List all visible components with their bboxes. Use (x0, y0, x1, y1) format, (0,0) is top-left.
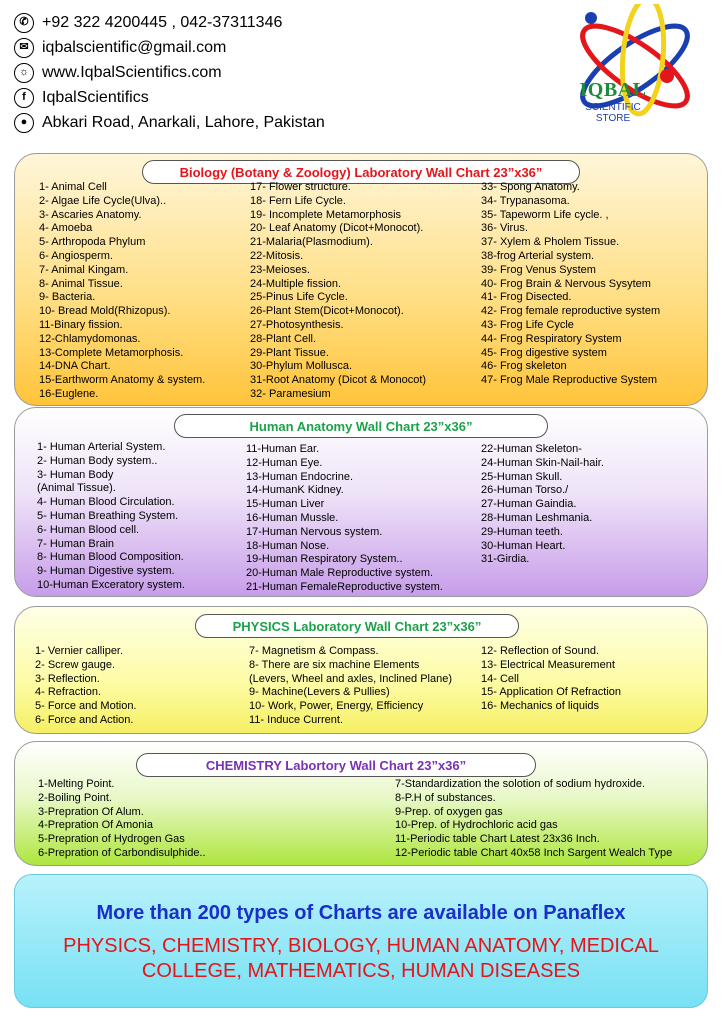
list-item: 41- Frog Disected. (481, 291, 572, 304)
list-item: 39- Frog Venus System (481, 263, 596, 276)
list-item: 14- Cell (481, 672, 519, 685)
footer-banner (14, 874, 708, 1008)
physics-section (14, 606, 708, 734)
chemistry-section (14, 741, 708, 866)
list-item: 4- Human Blood Circulation. (37, 496, 175, 509)
list-item: 6-Prepration of Carbondisulphide.. (38, 846, 206, 859)
list-item: 45- Frog digestive system (481, 346, 607, 359)
list-item: 1- Human Arterial System. (37, 441, 166, 453)
physics-col-1 (35, 645, 137, 728)
list-item: 12-Human Eye. (246, 456, 323, 469)
list-item: 10-Prep. of Hydrochloric acid gas (395, 819, 558, 832)
chemistry-title: CHEMISTRY Labortory Wall Chart 23”x36” (136, 753, 536, 777)
list-item: 9- Machine(Levers & Pullies) (249, 686, 390, 699)
list-item: 8- Human Blood Composition. (37, 551, 184, 564)
list-item: 7-Standardization the solotion of sodium hydroxide. (395, 778, 646, 790)
list-item: 7- Human Brain (37, 537, 115, 550)
list-item: 40- Frog Brain & Nervous Sysytem (481, 277, 651, 290)
human-anatomy-section (14, 407, 708, 597)
list-item: 2- Algae Life Cycle(Ulva).. (39, 194, 167, 207)
logo-name: IQBAL (579, 79, 647, 101)
list-item: 4- Amoeba (39, 222, 93, 235)
list-item: 9- Bacteria. (39, 291, 96, 304)
list-item: 42- Frog female reproductive system (481, 305, 661, 318)
list-item: 6- Force and Action. (35, 713, 134, 726)
list-item: 5-Prepration of Hydrogen Gas (38, 833, 185, 846)
contact-address-row (14, 110, 325, 135)
phone-icon: ✆ (14, 13, 34, 33)
list-item: 7- Magnetism & Compass. (249, 645, 379, 657)
list-item: 10- Bread Mold(Rhizopus). (39, 305, 171, 318)
list-item: 13-Complete Metamorphosis. (39, 346, 184, 359)
list-item: 14-HumanK Kidney. (246, 484, 344, 497)
biology-col-3 (481, 181, 660, 388)
list-item: 17-Human Nervous system. (246, 525, 383, 538)
list-item: 11- Induce Current. (249, 713, 343, 726)
list-item: 5- Arthropoda Phylum (39, 236, 146, 249)
facebook-icon: f (14, 88, 34, 108)
human-col-2 (246, 443, 443, 595)
list-item: 2- Human Body system.. (37, 454, 158, 467)
list-item: 2- Screw gauge. (35, 658, 116, 671)
list-item: 32- Paramesium (250, 387, 331, 400)
list-item: 15- Application Of Refraction (481, 686, 622, 699)
list-item: 8- Animal Tissue. (39, 277, 123, 290)
list-item: 5- Force and Motion. (35, 700, 137, 713)
list-item: 31-Girdia. (481, 553, 530, 566)
logo-line1: SCIENTIFIC (585, 102, 641, 113)
list-item: 33- Spong Anatomy. (481, 181, 580, 193)
list-item: 20-Human Male Reproductive system. (246, 567, 434, 580)
list-item: 44- Frog Respiratory System (481, 332, 622, 345)
contact-website[interactable]: www.IqbalScientifics.com (42, 63, 222, 81)
contact-phone-row (14, 10, 325, 35)
contact-email[interactable]: iqbalscientific@gmail.com (42, 38, 227, 56)
chemistry-col-1 (38, 778, 206, 861)
list-item: 16-Human Mussle. (246, 511, 339, 524)
list-item: 7- Animal Kingam. (39, 263, 129, 276)
list-item: 4- Refraction. (35, 686, 102, 699)
physics-title: PHYSICS Laboratory Wall Chart 23”x36” (195, 614, 519, 638)
list-item: 43- Frog Life Cycle (481, 318, 574, 331)
list-item: 29-Human teeth. (481, 525, 563, 538)
list-item: 12- Reflection of Sound. (481, 645, 600, 657)
list-item: 14-DNA Chart. (39, 360, 111, 373)
logo-line2: STORE (595, 113, 631, 124)
chemistry-col-2 (395, 778, 672, 861)
list-item: 38-frog Arterial system. (481, 249, 595, 262)
list-item: 46- Frog skeleton (481, 360, 567, 373)
list-item: 10- Work, Power, Energy, Efficiency (249, 700, 424, 713)
human-anatomy-title: Human Anatomy Wall Chart 23”x36” (174, 414, 548, 438)
list-item: 11-Binary fission. (39, 318, 123, 331)
list-item: 23-Meioses. (250, 263, 310, 276)
list-item: 28-Human Leshmania. (481, 511, 593, 524)
list-item: 27-Human Gaindia. (481, 498, 577, 511)
list-item: 25-Human Skull. (481, 470, 563, 483)
list-item: 21-Malaria(Plasmodium). (250, 236, 373, 249)
list-item: 6- Human Blood cell. (37, 523, 140, 536)
list-item: 9-Prep. of oxygen gas (395, 805, 503, 818)
list-item: 17- Flower structure. (250, 181, 351, 193)
list-item: 21-Human FemaleReproductive system. (246, 580, 443, 593)
physics-col-2 (249, 645, 452, 728)
list-item: 24-Multiple fission. (250, 277, 342, 290)
contact-info (14, 10, 325, 135)
list-item: 2-Boiling Point. (38, 791, 112, 804)
list-item: 22-Mitosis. (250, 249, 304, 262)
biology-section (14, 153, 708, 406)
list-item: 4-Prepration Of Amonia (38, 819, 153, 832)
globe-icon: ☼ (14, 63, 34, 83)
list-item: (Animal Tissue). (37, 482, 116, 495)
list-item: 12-Chlamydomonas. (39, 332, 141, 345)
human-col-3 (481, 443, 604, 567)
list-item: 24-Human Skin-Nail-hair. (481, 456, 604, 469)
biology-col-1 (39, 181, 205, 402)
contact-facebook[interactable]: IqbalScientifics (42, 88, 149, 106)
list-item: 20- Leaf Anatomy (Dicot+Monocot). (250, 222, 424, 235)
list-item: 1-Melting Point. (38, 778, 115, 790)
contact-phone: +92 322 4200445 , 042-37311346 (42, 13, 283, 31)
list-item: 36- Virus. (481, 222, 528, 235)
list-item: 16- Mechanics of liquids (481, 700, 600, 713)
biology-title: Biology (Botany & Zoology) Laboratory Wall Chart 23”x36” (142, 160, 580, 184)
list-item: 8- There are six machine Elements (249, 658, 420, 671)
contact-email-row (14, 35, 325, 60)
logo-text (563, 79, 663, 124)
list-item: 3-Prepration Of Alum. (38, 805, 144, 818)
contact-address: Abkari Road, Anarkali, Lahore, Pakistan (42, 113, 325, 131)
list-item: 3- Ascaries Anatomy. (39, 208, 142, 221)
list-item: 6- Angiosperm. (39, 249, 113, 262)
footer-categories: PHYSICS, CHEMISTRY, BIOLOGY, HUMAN ANATOMY, MEDICAL COLLEGE, MATHEMATICS, HUMAN DISEASES (63, 935, 659, 982)
list-item: 9- Human Digestive system. (37, 565, 175, 578)
list-item: 28-Plant Cell. (250, 332, 317, 345)
list-item: 29-Plant Tissue. (250, 346, 329, 359)
list-item: 5- Human Breathing System. (37, 509, 179, 522)
list-item: 31-Root Anatomy (Dicot & Monocot) (250, 374, 427, 387)
list-item: 18-Human Nose. (246, 539, 330, 552)
list-item: 12-Periodic table Chart 40x58 Inch Sargent Wealch Type (395, 846, 673, 859)
list-item: 10-Human Exceratory system. (37, 578, 185, 591)
list-item: 30-Phylum Mollusca. (250, 360, 353, 373)
list-item: 13-Human Endocrine. (246, 470, 354, 483)
physics-col-3 (481, 645, 621, 714)
store-logo (563, 4, 705, 134)
list-item: 16-Euglene. (39, 387, 99, 400)
list-item: 19- Incomplete Metamorphosis (250, 208, 402, 221)
contact-facebook-row (14, 85, 325, 110)
list-item: 26-Plant Stem(Dicot+Monocot). (250, 305, 404, 318)
email-icon: ✉ (14, 38, 34, 58)
list-item: 47- Frog Male Reproductive System (481, 374, 658, 387)
biology-col-2 (250, 181, 426, 402)
list-item: 18- Fern Life Cycle. (250, 194, 346, 207)
human-col-1 (37, 441, 185, 593)
list-item: 26-Human Torso./ (481, 484, 569, 497)
list-item: 35- Tapeworm Life cycle. , (481, 208, 609, 221)
list-item: 27-Photosynthesis. (250, 318, 344, 331)
list-item: 13- Electrical Measurement (481, 658, 615, 671)
list-item: 37- Xylem & Pholem Tissue. (481, 236, 620, 249)
list-item: 11-Periodic table Chart Latest 23x36 Inch. (395, 833, 600, 846)
list-item: 30-Human Heart. (481, 539, 566, 552)
list-item: 22-Human Skeleton- (481, 443, 582, 455)
footer-headline: More than 200 types of Charts are available on Panaflex (96, 902, 626, 924)
list-item: 25-Pinus Life Cycle. (250, 291, 348, 304)
list-item: 3- Human Body (37, 468, 114, 481)
list-item: 1- Vernier calliper. (35, 645, 124, 657)
list-item: (Levers, Wheel and axles, Inclined Plane) (249, 672, 452, 685)
list-item: 19-Human Respiratory System.. (246, 553, 403, 566)
list-item: 15-Human Liver (246, 498, 325, 511)
list-item: 15-Earthworm Anatomy & system. (39, 374, 206, 387)
list-item: 3- Reflection. (35, 672, 100, 685)
list-item: 1- Animal Cell (39, 181, 107, 193)
contact-website-row (14, 60, 325, 85)
list-item: 34- Trypanasoma. (481, 194, 570, 207)
location-pin-icon: ● (14, 113, 34, 133)
list-item: 8-P.H of substances. (395, 791, 496, 804)
list-item: 11-Human Ear. (246, 443, 320, 455)
